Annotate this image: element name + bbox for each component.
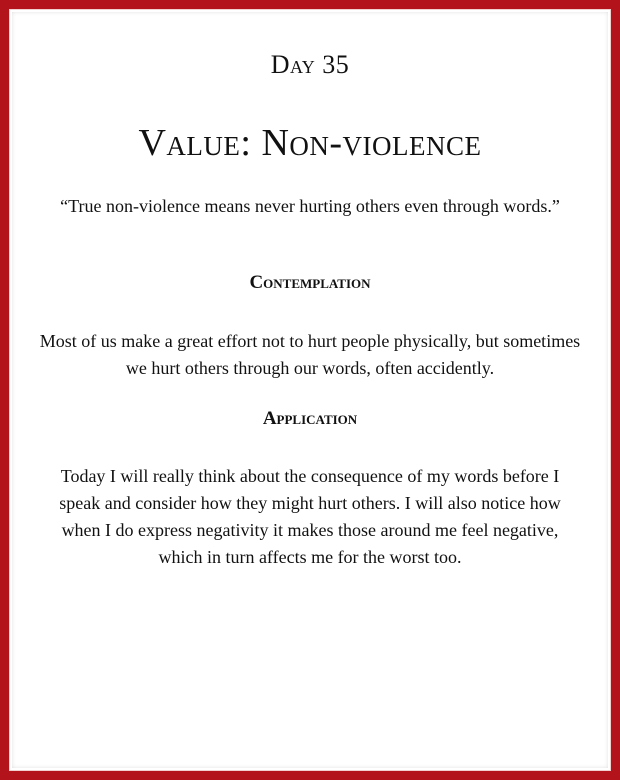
document-page [34,10,586,770]
value-title: Value: Non-violence [138,122,482,164]
page-paper [9,9,611,771]
day-label: Day 35 [270,50,350,79]
application-heading: Application [262,408,358,429]
contemplation-text: Most of us make a great effort not to hurt people physically, but sometimes we hurt others through our words, often accidently. [39,331,581,378]
contemplation-heading: Contemplation [249,272,371,293]
application-text: Today I will really think about the consequence of my words before I speak and consider how they might hurt others. I will also notice how when I do express negativity it makes those around me feel negative, which in turn affects me for the worst too. [59,466,561,567]
quote-text: “True non-violence means never hurting others even through words.” [60,196,560,216]
